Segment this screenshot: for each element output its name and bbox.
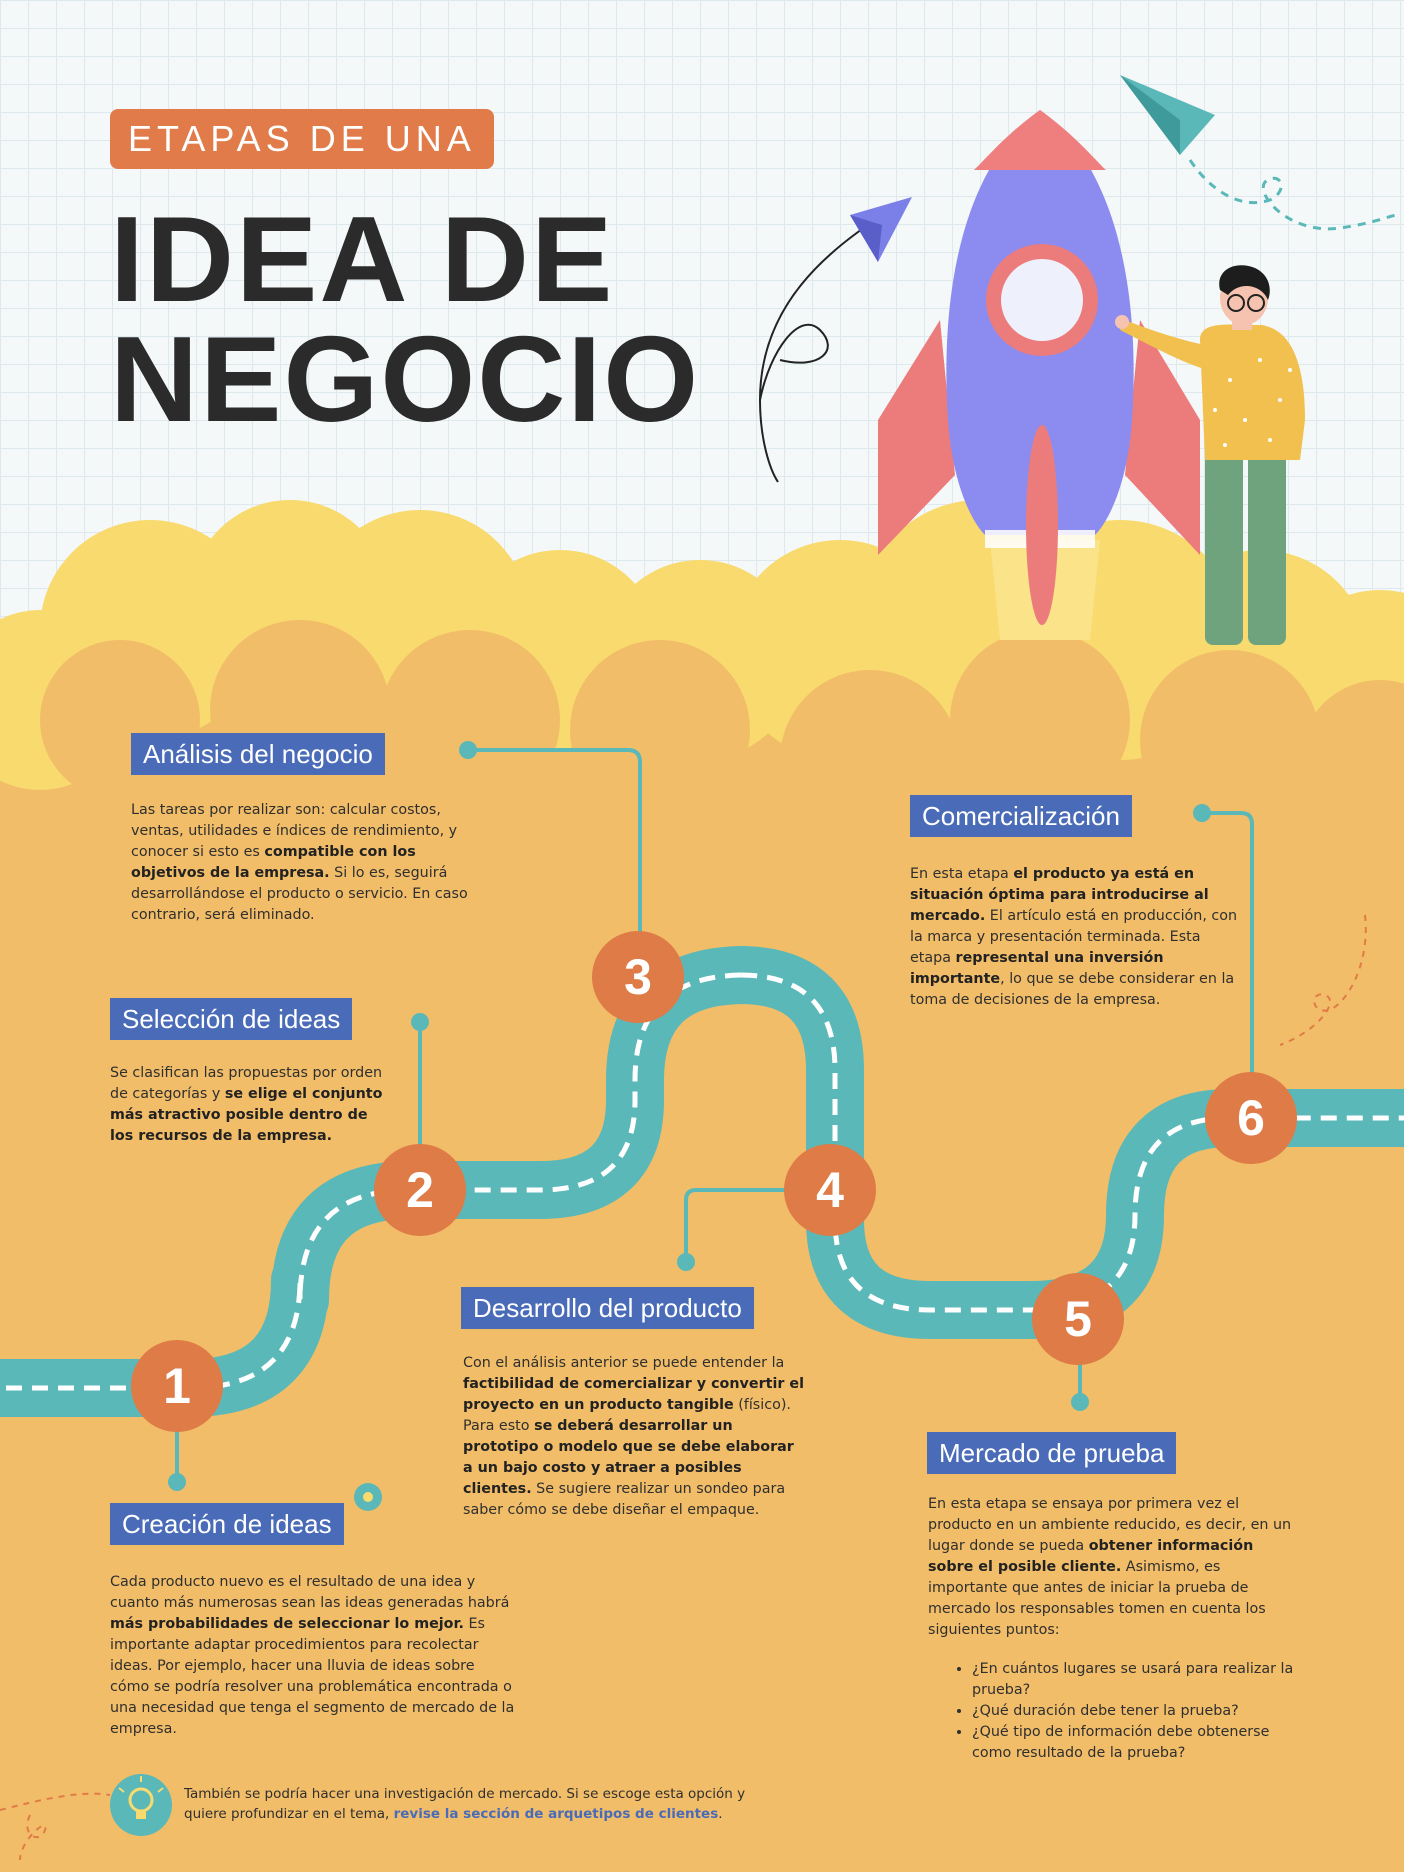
bullet-list: [928, 1659, 1298, 1764]
text-segment: Es importante adaptar procedimientos para recolectar ideas. Por ejemplo, hacer una lluvia de ideas sobre cómo se podría resolver una problemática encontrada o una necesidad que tenga el segmento de mercado de la empresa.: [110, 1616, 515, 1737]
bold-segment: compatible con los objetivos de la empresa.: [131, 844, 416, 881]
list-item: • ¿Qué tipo de información debe obtenerse como resultado de la prueba?: [972, 1722, 1298, 1764]
stage-text-mercado: [928, 1494, 1298, 1764]
stage-paragraph: [910, 864, 1240, 1011]
text-segment: En esta etapa se ensaya por primera vez el producto en un ambiente reducido, es decir, en un lugar donde se pueda: [928, 1496, 1292, 1554]
footer-end: .: [718, 1806, 723, 1822]
small-bulb-icon: [354, 1483, 382, 1511]
archetypes-link[interactable]: revise la sección de arquetipos de clientes: [393, 1806, 719, 1822]
text-segment: Asimismo, es importante que antes de iniciar la prueba de mercado los responsables tomen en cuenta los siguientes puntos:: [928, 1559, 1266, 1638]
stage-title-comercializacion: Comercialización: [910, 795, 1132, 837]
dashed-trail: [1190, 160, 1400, 229]
text-segment: Si lo es, seguirá desarrollándose el producto o servicio. En caso contrario, será eliminado.: [131, 865, 468, 923]
stage-title-analisis: Análisis del negocio: [131, 733, 385, 775]
stage-number-5: 5: [1032, 1273, 1124, 1365]
text-segment: Con el análisis anterior se puede entender la: [463, 1355, 785, 1371]
stage-title-creacion: Creación de ideas: [110, 1503, 344, 1545]
stage-text-creacion: [110, 1572, 515, 1740]
list-item: • ¿En cuántos lugares se usará para realizar la prueba?: [972, 1659, 1298, 1701]
bold-segment: se elige el conjunto más atractivo posible dentro de los recursos de la empresa.: [110, 1086, 383, 1144]
list-item: • ¿Qué duración debe tener la prueba?: [972, 1701, 1298, 1722]
bold-segment: se deberá desarrollar un prototipo o modelo que se debe elaborar a un bajo costo y atraer a posibles clientes.: [463, 1418, 794, 1497]
paper-plane-icon: [1120, 75, 1215, 155]
text-segment: Las tareas por realizar son: calcular costos, ventas, utilidades e índices de rendimiento, y conocer si esto es: [131, 802, 458, 860]
stage-paragraph: [131, 800, 476, 926]
text-segment: Cada producto nuevo es el resultado de una idea y cuanto más numerosas sean las ideas generadas habrá: [110, 1574, 510, 1611]
text-segment: Se clasifican las propuestas por orden de categorías y: [110, 1065, 383, 1102]
bold-segment: represental una inversión importante: [910, 950, 1164, 987]
page-title-line1: IDEA DE: [110, 191, 615, 327]
text-segment: En esta etapa: [910, 866, 1014, 882]
stage-text-comercializacion: [910, 864, 1240, 1011]
text-segment: El artículo está en producción, con la marca y presentación terminada. Esta etapa: [910, 908, 1238, 966]
stage-number-2: 2: [374, 1144, 466, 1236]
paper-plane-icon: [850, 197, 912, 262]
stage-number-3: 3: [592, 931, 684, 1023]
stage-number-1: 1: [131, 1340, 223, 1432]
text-segment: Se sugiere realizar un sondeo para saber cómo se debe diseñar el empaque.: [463, 1481, 786, 1518]
stage-paragraph: [928, 1494, 1298, 1641]
bold-segment: factibilidad de comercializar y convertir el proyecto en un producto tangible: [463, 1376, 804, 1413]
stage-text-seleccion: [110, 1063, 385, 1147]
stage-paragraph: [110, 1063, 385, 1147]
lightbulb-icon: [110, 1774, 172, 1836]
header-tag: ETAPAS DE UNA: [110, 109, 494, 169]
footer-note: [184, 1784, 784, 1824]
stage-title-mercado: Mercado de prueba: [927, 1432, 1176, 1474]
stage-number-6: 6: [1205, 1072, 1297, 1164]
stage-title-desarrollo: Desarrollo del producto: [461, 1287, 754, 1329]
stage-title-seleccion: Selección de ideas: [110, 998, 352, 1040]
page-title-line2: NEGOCIO: [110, 311, 701, 447]
footer-text: También se podría hacer una investigación de mercado. Si se escoge esta opción y quiere profundizar en el tema,: [184, 1786, 746, 1822]
text-segment: , lo que se debe considerar en la toma de decisiones de la empresa.: [910, 971, 1235, 1008]
stage-paragraph: [110, 1572, 515, 1740]
stage-paragraph: [463, 1353, 808, 1521]
stage-number-4: 4: [784, 1144, 876, 1236]
stage-text-analisis: [131, 800, 476, 926]
stage-text-desarrollo: [463, 1353, 808, 1521]
bold-segment: el producto ya está en situación óptima para introducirse al mercado.: [910, 866, 1209, 924]
bold-segment: más probabilidades de seleccionar lo mejor.: [110, 1616, 464, 1632]
text-segment: (físico). Para esto: [463, 1397, 791, 1434]
bold-segment: obtener información sobre el posible cliente.: [928, 1538, 1254, 1575]
